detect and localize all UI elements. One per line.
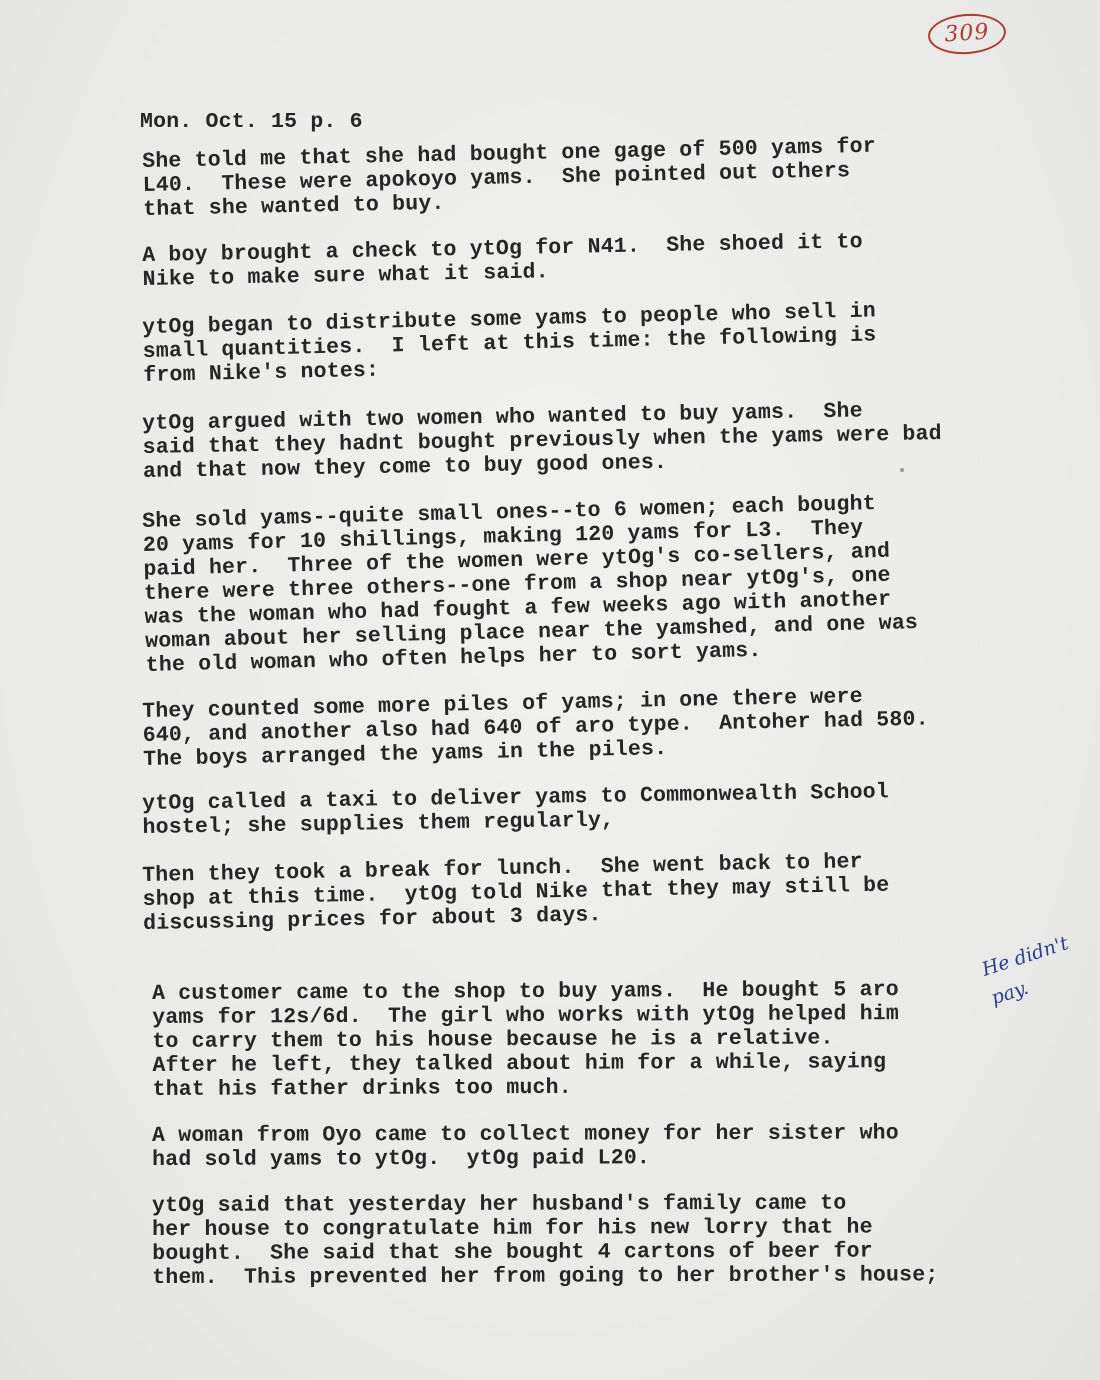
handwritten-margin-note: He didn't pay. [979, 932, 1072, 1010]
paragraph-argument: ytOg argued with two women who wanted to buy yams. She said that they hadnt bought previously when the yams were bad and that now they come to buy good ones. [142, 399, 942, 484]
paragraph-check: A boy brought a check to ytOg for N41. She shoed it to Nike to make sure what it said. [142, 230, 863, 292]
paragraph-distribute: ytOg began to distribute some yams to people who sell in small quantities. I left at this time: the following is from Nike's notes: [142, 299, 877, 388]
paragraph-oyo-woman: A woman from Oyo came to collect money for her sister who had sold yams to ytOg. ytOg paid L20. [152, 1121, 899, 1172]
paragraph-sales: She sold yams--quite small ones--to 6 women; each bought 20 yams for 10 shillings, making 120 yams for L3. They paid her. Three of the women were ytOg's co-sellers, and there were three others--one from a shop near ytOg's, one was the woman who had fought a few weeks ago with another woman about her selling place near the yamshed, and one was the old woman who often helps her to sort yams. [142, 492, 919, 678]
paper-speck [900, 468, 904, 472]
paragraph-lunch: Then they took a break for lunch. She went back to her shop at this time. ytOg told Nike that they may still be discussing prices for about 3 days. [142, 850, 890, 936]
paragraph-yam-purchase: She told me that she had bought one gage of 500 yams for L40. These were apokoyo yams. She pointed out others that she wanted to buy. [142, 134, 877, 222]
paragraph-family-visit: ytOg said that yesterday her husband's family came to her house to congratulate him for his new lorry that he bought. She said that she bought 4 cartons of beer for them. This prevented her from going to her brother's house; [152, 1191, 939, 1290]
page-number-stamp [927, 11, 1008, 56]
paragraph-piles: They counted some more piles of yams; in one there were 640, and another also had 640 of aro type. Antoher had 580. The boys arranged the yams in the piles. [142, 684, 929, 772]
page-header: Mon. Oct. 15 p. 6 [140, 110, 363, 134]
paragraph-customer: A customer came to the shop to buy yams. He bought 5 aro yams for 12s/6d. The girl who works with ytOg helped him to carry them to his house because he is a relative. After he left, they talked about him for a while, saying that his father drinks too much. [152, 978, 900, 1102]
paragraph-taxi: ytOg called a taxi to deliver yams to Commonwealth School hostel; she supplies them regularly, [142, 780, 890, 840]
page-number: 309 [943, 19, 991, 48]
